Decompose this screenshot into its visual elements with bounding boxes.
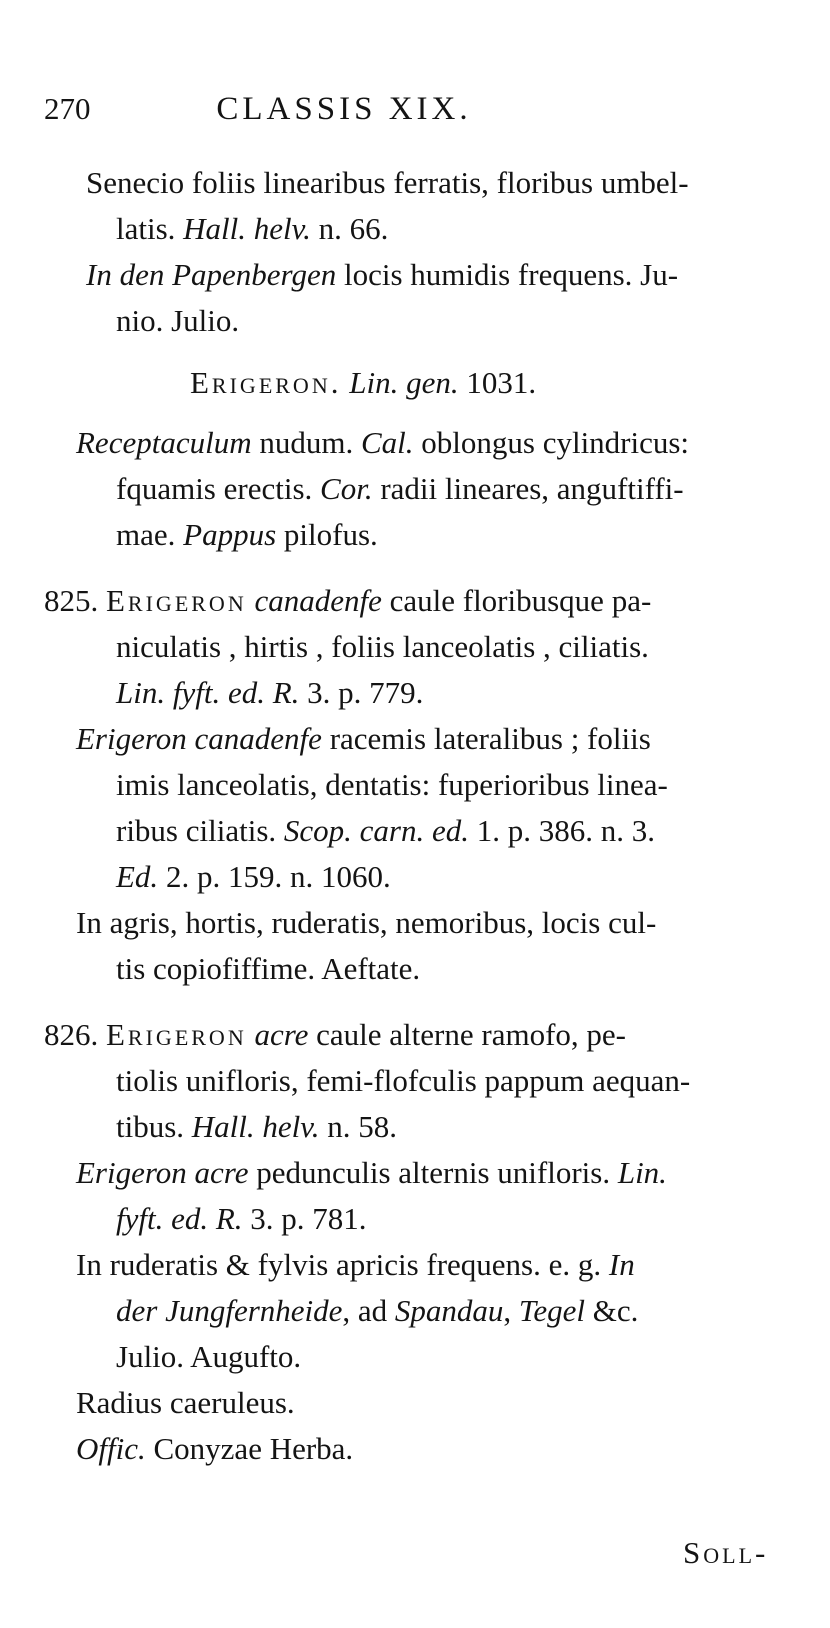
- species-number: 826.: [44, 1017, 106, 1052]
- citation: Scop. carn. ed.: [283, 813, 469, 848]
- text: locis humidis frequens. Ju-: [336, 257, 679, 292]
- species-epithet: acre: [246, 1017, 309, 1052]
- text-line: [116, 670, 423, 716]
- text: tibus.: [116, 1109, 192, 1144]
- term: Cal.: [360, 425, 414, 460]
- text-line: [116, 946, 420, 992]
- text: mae.: [116, 517, 184, 552]
- text: radii lineares, anguftiffi-: [372, 471, 684, 506]
- term: Receptaculum: [76, 425, 252, 460]
- species-entry-826: [44, 1012, 626, 1058]
- locality: der Jungfernheide: [116, 1293, 343, 1328]
- text: nudum.: [251, 425, 361, 460]
- text: caule alterne ramofo, pe-: [308, 1017, 626, 1052]
- text: ribus ciliatis.: [116, 813, 284, 848]
- citation: Lin. gen.: [341, 365, 459, 400]
- species-number: 825.: [44, 583, 106, 618]
- text: 1. p. 386. n. 3.: [469, 813, 655, 848]
- text: nio. Julio.: [116, 303, 240, 338]
- text: Senecio foliis linearibus ferratis, floribus umbel-: [86, 165, 689, 200]
- text: Julio. Augufto.: [116, 1339, 302, 1374]
- text: n. 66.: [310, 211, 389, 246]
- text-line: [76, 1426, 353, 1472]
- text: n. 58.: [319, 1109, 397, 1144]
- text-line: [116, 624, 649, 670]
- text: ,: [503, 1293, 519, 1328]
- locality: In: [608, 1247, 635, 1282]
- text-line: [116, 206, 388, 252]
- text-line: [116, 1058, 690, 1104]
- species-epithet: canadenfe: [246, 583, 382, 618]
- text: 3. p. 781.: [242, 1201, 367, 1236]
- text: tis copiofiffime. Aeftate.: [116, 951, 421, 986]
- text-line: [116, 762, 668, 808]
- text-line: [116, 466, 684, 512]
- text-line: [76, 716, 651, 762]
- text-line: [116, 1104, 397, 1150]
- text: latis.: [116, 211, 184, 246]
- text-line: [116, 298, 239, 344]
- genus-name: Erigeron.: [190, 365, 342, 400]
- text: racemis lateralibus ; foliis: [321, 721, 651, 756]
- text: niculatis , hirtis , foliis lanceolatis , ciliatis.: [116, 629, 649, 664]
- text: pedunculis alternis unifloris.: [248, 1155, 618, 1190]
- text-line: [76, 900, 656, 946]
- citation: Hall. helv.: [191, 1109, 320, 1144]
- text-line: [76, 1242, 635, 1288]
- text: In ruderatis & fylvis apricis frequens. e. g.: [76, 1247, 609, 1282]
- synonym: Erigeron canadenfe: [76, 721, 322, 756]
- text: tiolis unifloris, femi-flofculis pappum aequan-: [116, 1063, 691, 1098]
- term: Cor.: [320, 471, 373, 506]
- citation: Lin. fyft. ed. R.: [116, 675, 300, 710]
- citation: Hall. helv.: [183, 211, 311, 246]
- citation: Lin.: [617, 1155, 667, 1190]
- text: , ad: [342, 1293, 395, 1328]
- text-line: [76, 420, 689, 466]
- text-line: [116, 808, 655, 854]
- genus-name: Erigeron: [106, 583, 247, 618]
- page-number: 270: [44, 91, 91, 126]
- text: 3. p. 779.: [299, 675, 424, 710]
- genus-name: Erigeron: [106, 1017, 247, 1052]
- running-title: CLASSIS XIX.: [216, 91, 472, 127]
- locality: Tegel: [518, 1293, 585, 1328]
- text: oblongus cylindricus:: [413, 425, 690, 460]
- synonym: Erigeron acre: [76, 1155, 249, 1190]
- locality: In den Papenbergen: [86, 257, 337, 292]
- citation: fyft. ed. R.: [116, 1201, 243, 1236]
- term: Pappus: [183, 517, 277, 552]
- citation: Ed.: [116, 859, 159, 894]
- text: &c.: [584, 1293, 639, 1328]
- text-line: [86, 252, 678, 298]
- text: pilofus.: [276, 517, 378, 552]
- text-line: [116, 1196, 367, 1242]
- catchword: Soll-: [683, 1535, 769, 1570]
- text: Radius caeruleus.: [76, 1385, 295, 1420]
- text: Conyzae Herba.: [145, 1431, 354, 1466]
- text-line: [86, 160, 689, 206]
- text-line: [116, 1288, 638, 1334]
- text-line: [116, 512, 378, 558]
- text: In agris, hortis, ruderatis, nemoribus, locis cul-: [76, 905, 657, 940]
- text-line: [116, 854, 391, 900]
- page-header: [44, 86, 764, 132]
- text: 2. p. 159. n. 1060.: [158, 859, 391, 894]
- genus-heading: [190, 360, 536, 406]
- text: caule floribusque pa-: [381, 583, 652, 618]
- species-entry-825: [44, 578, 651, 624]
- locality: Spandau: [394, 1293, 504, 1328]
- text: imis lanceolatis, dentatis: fuperioribus linea-: [116, 767, 668, 802]
- text-line: [116, 1334, 301, 1380]
- text-line: [76, 1150, 667, 1196]
- text: 1031.: [458, 365, 537, 400]
- officinal-label: Offic.: [76, 1431, 146, 1466]
- text-line: [76, 1380, 295, 1426]
- text: fquamis erectis.: [116, 471, 321, 506]
